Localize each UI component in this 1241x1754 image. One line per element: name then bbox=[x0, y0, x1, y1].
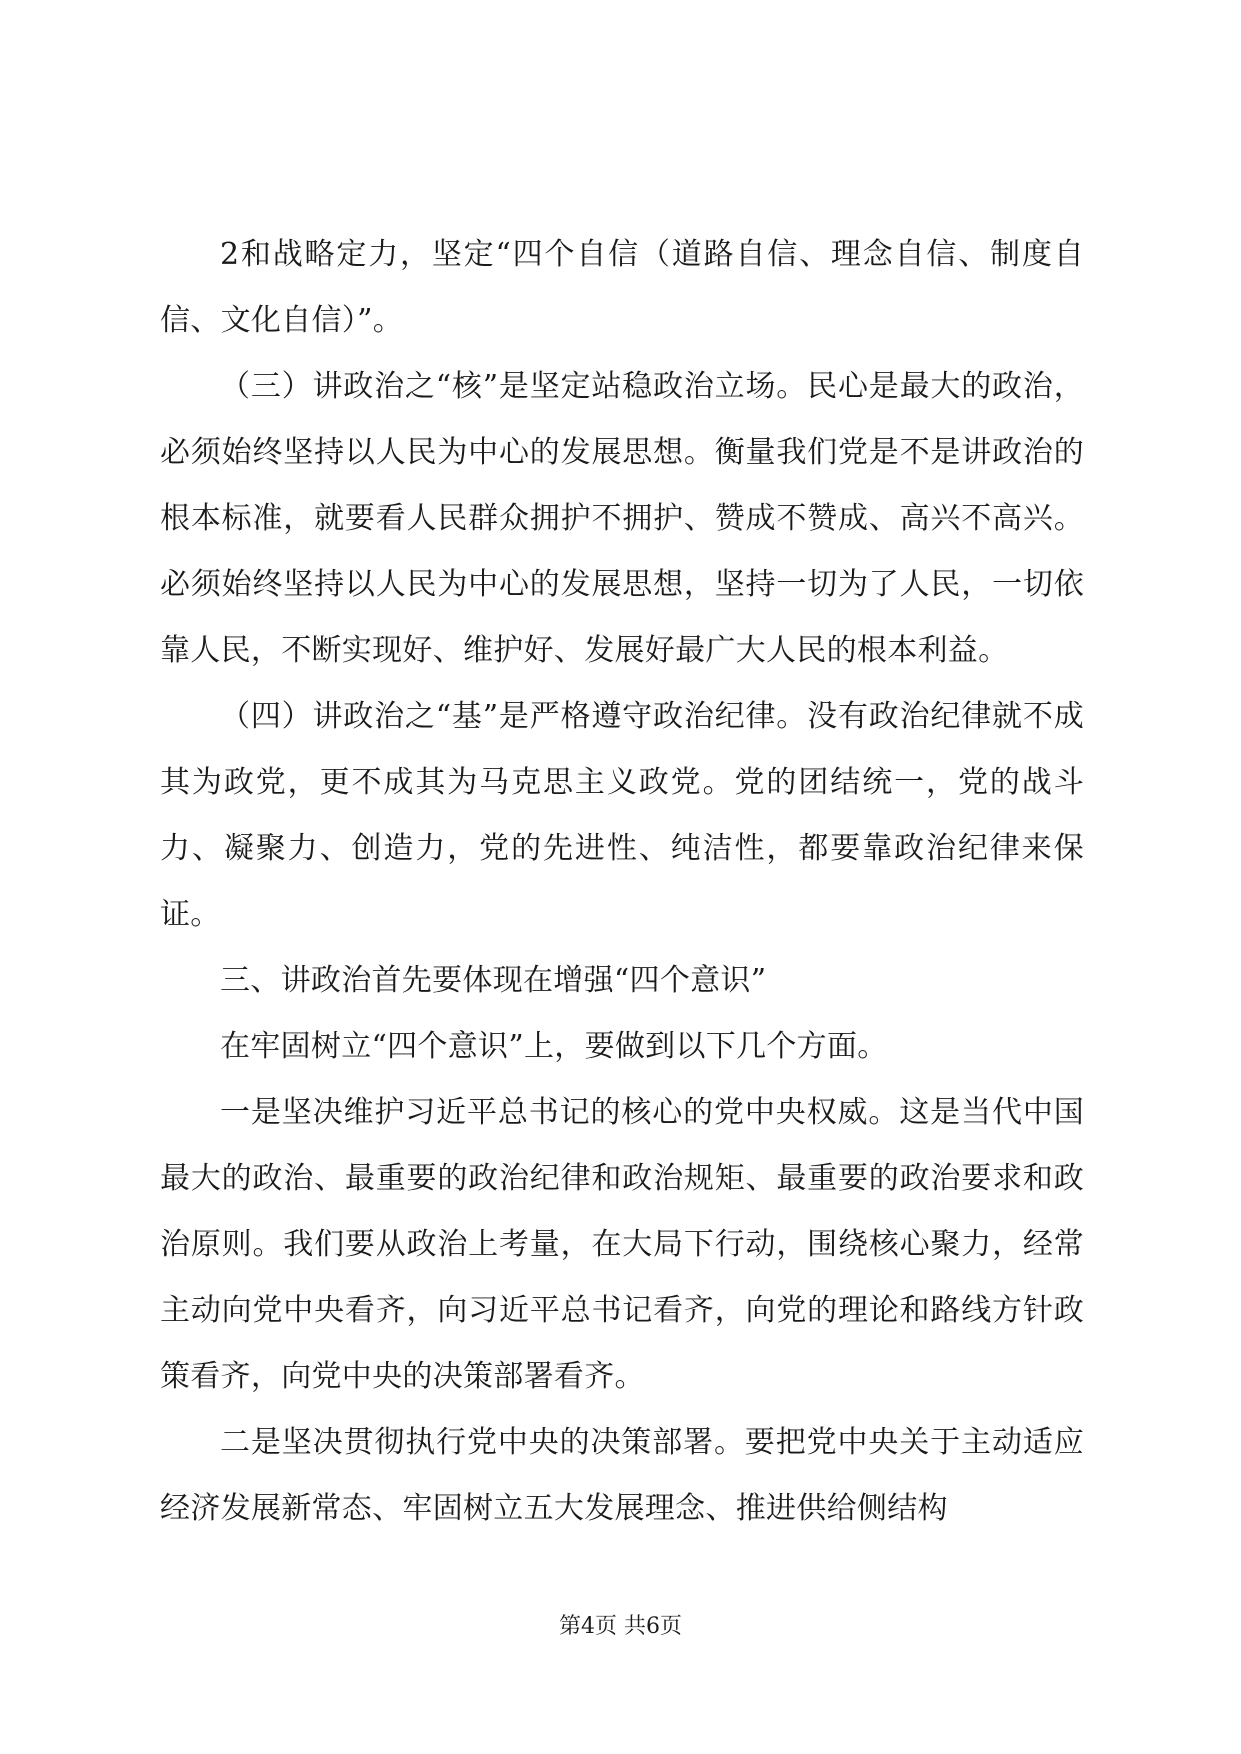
document-body bbox=[160, 222, 1084, 1542]
paragraph-2: （三）讲政治之“核”是坚定站稳政治立场。民心是最大的政治，必须始终坚持以人民为中心的发展思想。衡量我们党是不是讲政治的根本标准，就要看人民群众拥护不拥护、赞成不赞成、高兴不高兴。必须始终坚持以人民为中心的发展思想，坚持一切为了人民，一切依靠人民，不断实现好、维护好、发展好最广大人民的根本利益。 bbox=[160, 369, 1084, 668]
paragraph-3: （四）讲政治之“基”是严格遵守政治纪律。没有政治纪律就不成其为政党，更不成其为马克思主义政党。党的团结统一，党的战斗力、凝聚力、创造力，党的先进性、纯洁性，都要靠政治纪律来保证。 bbox=[160, 699, 1084, 932]
paragraph-5: 在牢固树立“四个意识”上，要做到以下几个方面。 bbox=[220, 1029, 888, 1064]
paragraph-7: 二是坚决贯彻执行党中央的决策部署。要把党中央关于主动适应经济发展新常态、牢固树立五大发展理念、推进供给侧结构 bbox=[160, 1425, 1084, 1526]
paragraph-6: 一是坚决维护习近平总书记的核心的党中央权威。这是当代中国最大的政治、最重要的政治纪律和政治规矩、最重要的政治要求和政治原则。我们要从政治上考量，在大局下行动，围绕核心聚力，经常主动向党中央看齐，向习近平总书记看齐，向党的理论和路线方针政策看齐，向党中央的决策部署看齐。 bbox=[160, 1095, 1084, 1394]
paragraph-1: 2和战略定力，坚定“四个自信（道路自信、理念自信、制度自信、文化自信）”。 bbox=[160, 237, 1084, 338]
section-heading: 三、讲政治首先要体现在增强“四个意识” bbox=[220, 963, 767, 998]
page-number-footer: 第4页 共6页 bbox=[559, 1614, 682, 1639]
